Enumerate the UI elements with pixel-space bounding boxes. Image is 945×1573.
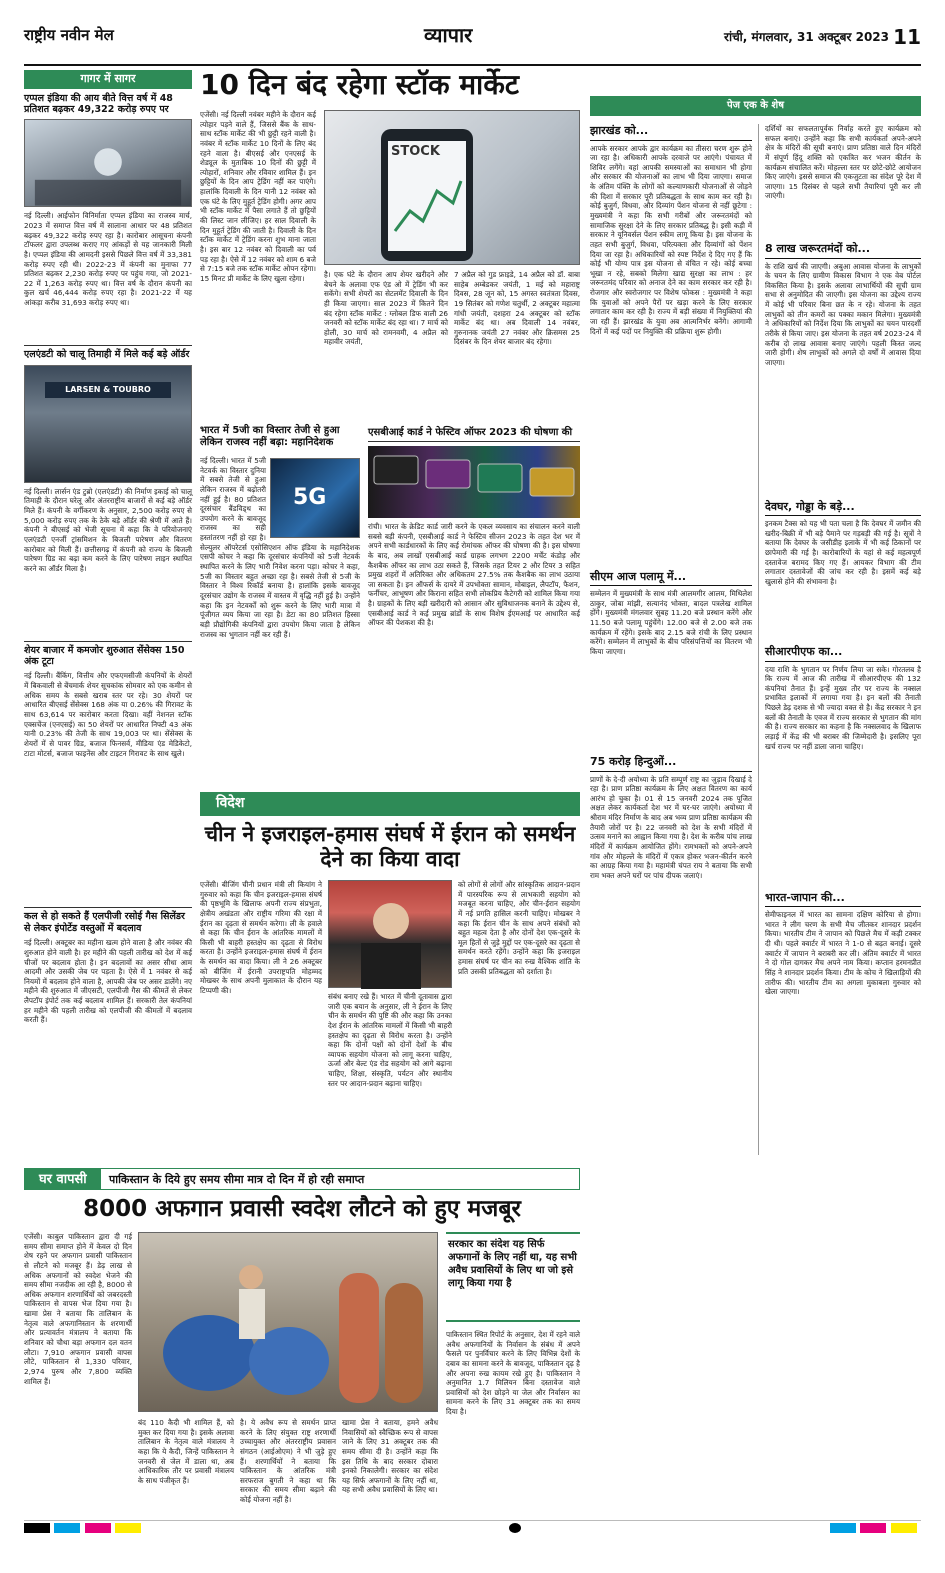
apple-logo-icon (25, 120, 191, 208)
hindu-headline: 75 करोड़ हिन्दुओं... (590, 755, 752, 772)
afghan-body-col4: खामा प्रेस ने बताया, हमने अवैध निवासियों को स्वैच्छिक रूप से वापस जाने के लिए 31 अक्टूबर तक की समय सीमा दी है। उन्होंने कहा कि इस तिथि के बाद सरकार दोबारा इनको निकालेगी। सरकार का संदेश यह सिर्फ अफगानों के लिए नहीं था, यह सभी अवैध प्रवासियों के लिए था। (342, 1418, 438, 1495)
hindu-body: प्राणों के दे-दी अयोध्या के प्रति सम्पूर्ण राष्ट्र का जुड़ाव दिखाई दे रहा है। प्राण प्रतिष्ठा कार्यक्रम के लिए अक्षत वितरण का कार्य आरंभ हो चुका है। 01 से 15 जनवरी 2024 तक पूजित अक्षत लेकर कार्यकर्ता देश भर में घर-घर जाएंगे। अयोध्या में श्रीराम मंदिर निर्माण के बाद अब भव्य प्राण प्रतिष्ठा कार्यक्रम की तैयारी जोरों पर है। 22 जनवरी को देश के सभी मंदिरों में उत्सव मनाने का आह्वान किया गया है। देश के करीब पांच लाख मंदिरों में कार्यक्रम आयोजित होंगे। रामभक्तों को अपने-अपने गांव और मोहल्ले के मंदिरों में एकत्र होकर भजन-कीर्तन करने का आग्रह किया गया है। महामंत्री चंपत राय ने बताया कि सभी राम भक्त अपने घरों पर पांच दीपक जलाएं। (590, 774, 752, 880)
credit-card-icon (368, 446, 580, 518)
registration-gap-2 (526, 1523, 826, 1533)
apple-store-photo (24, 119, 192, 207)
india-japan-body: सेमीफाइनल में भारत का सामना दक्षिण कोरिया से होगा। भारत ने लीग चरण के सभी मैच जीतकर शानदार प्रदर्शन किया। भारतीय टीम ने जापान को पिछले मैच में कड़ी टक्कर दी थी। पहले क्वार्टर में भारत ने 1-0 से बढ़त बनाई। दूसरे क्वार्टर में जापान ने बराबरी कर ली। अंतिम क्वार्टर में भारत ने दो गोल दागकर मैच अपने नाम किया। कप्तान हरमनप्रीत सिंह ने शानदार प्रदर्शन किया। टीम के कोच ने खिलाड़ियों की तारीफ की। भारतीय टीम का अगला मुकाबला गुरुवार को खेला जाएगा। (765, 910, 921, 997)
deoghar-body: इनकम टैक्स को यह भी पता चला है कि देवघर में जमीन की खरीद-बिक्री में भी बड़े पैमाने पर गड़बड़ी की गई है। सूत्रों ने बताया कि देवघर के जसीडीह इलाके में भी कई ठिकानों पर छापेमारी की गई है। कारोबारियों के यहां से कई महत्वपूर्ण दस्तावेज बरामद किए गए हैं। आयकर विभाग की टीम लगातार दस्तावेजों की जांच कर रही है। इसमें कई बड़े खुलासे होने की संभावना है। (765, 519, 921, 586)
lt-signage: LARSEN & TOUBRO (45, 382, 171, 399)
stock-screen-label: STOCK (391, 144, 440, 159)
8lakh-body: के राशि खर्च की जाएगी। अबुआ आवास योजना के लाभुकों के चयन के लिए ग्रामीण विकास विभाग ने एक वेब पोर्टल विकसित किया है। इसके अलावा लाभार्थियों की सूची ग्राम सभा से अनुमोदित की जाएगी। इस योजना का उद्देश्य राज्य में कोई भी परिवार बिना छत के न रहे। योजना के तहत लाभुकों को तीन कमरों का पक्का मकान मिलेगा। मुख्यमंत्री ने अधिकारियों को निर्देश दिया कि लाभुकों का चयन पारदर्शी तरीके से किया जाए। इस योजना के तहत वर्ष 2023-24 में करीब दो लाख आवास बनाए जाएंगे। पहली किस्त जल्द जारी होगी। शेष लाभुकों को अगले दो वर्षों में आवास दिया जाएगा। (765, 261, 921, 367)
palamu-headline: सीएम आज पलामू में... (590, 570, 752, 587)
palamu-body: सम्मेलन में मुख्यमंत्री के साथ मंत्री आलमगीर आलम, मिथिलेश ठाकुर, जोबा मांझी, सत्यानंद भोक्ता, बादल पत्रलेख शामिल होंगे। मुख्यमंत्री मंगलवार सुबह 11.20 बजे प्रस्थान करेंगे और 11.50 बजे पलामू पहुंचेंगे। 12.00 बजे से 2.00 बजे तक कार्यक्रम में रहेंगे। इसके बाद 2.15 बजे रांची के लिए प्रस्थान करेंगे। सम्मेलन में लाभुकों के बीच परिसंपत्तियों का वितरण भी किया जाएगा। (590, 589, 752, 656)
registration-black (24, 1523, 50, 1533)
apple-body: नई दिल्ली। आईफोन विनिर्माता एप्पल इंडिया का राजस्व मार्च, 2023 में समाप्त वित्त वर्ष में सालाना आधार पर 48 प्रतिशत बढ़कर 49,322 करोड़ रुपए रहा है। कारोबार आसूचना कंपनी टॉफलर द्वारा उपलब्ध कराए गए आंकड़ों से यह जानकारी मिली है। एप्पल इंडिया की आमदनी इससे पिछले वित्त वर्ष में 33,381 करोड़ रुपए रही थी। 2022-23 में कंपनी का मुनाफा 77 प्रतिशत बढ़कर 2,230 करोड़ रुपए पर पहुंच गया, जो 2021-22 में 1,263 करोड़ रुपए था। वित्त वर्ष के दौरान कंपनी का कुल खर्च 46,444 करोड़ रुपए रहा है। 2021-22 में यह आंकड़ा करीब 31,693 करोड़ रुपए था। (24, 211, 192, 308)
registration-cyan-2 (830, 1523, 856, 1533)
china-body-col3: को लोगों से लोगों और सांस्कृतिक आदान-प्रदान में पारस्परिक रूप से लाभकारी सहयोग को मजबूत करना चाहिए, और चीन-ईरान सहयोग में नई प्रगति हासिल करनी चाहिए। मोखबर ने कहा कि ईरान चीन के साथ अपने संबंधों को बहुत महत्व देता है और दोनों देश एक-दूसरे के मूल हितों से जुड़े मुद्दों पर एक-दूसरे का दृढ़ता से समर्थन करते रहेंगे। उन्होंने कहा कि इजराइल हमास संघर्ष पर चीन का रुख वैश्विक शांति के प्रति उसकी प्रतिबद्धता को दर्शाता है। (458, 880, 580, 976)
registration-magenta-2 (860, 1523, 886, 1533)
center-column (200, 70, 580, 101)
registration-gap (145, 1523, 505, 1533)
li-qiang-photo (328, 880, 452, 988)
newspaper-logo: राष्ट्रीय नवीन मेल (24, 26, 114, 44)
stock-body-col1: एजेंसी। नई दिल्ली नवंबर महीने के दौरान कई त्योहार पड़ने वाले हैं, जिससे बैंक के साथ-साथ स्टॉक मार्केट की भी छुट्टी रहने वाली है। नवंबर में स्टॉक मार्केट 10 दिनों के लिए बंद रहने वाला है। बीएसई और एनएसई के शेड्यूल के मुताबिक 10 दिनों की छुट्टी में त्योहारों, शनिवार और रविवार शामिल हैं। इन छुट्टियों के दिन आप ट्रेडिंग नहीं कर पाएंगे। हालांकि दिवाली के दिन यानी 12 नवंबर को एक घंटे के लिए मुहूर्त ट्रेडिंग होगी। अगर आप भी स्टॉक मार्केट में पैसा लगाते हैं तो छुट्टियों की लिस्ट जान लीजिए। हर साल दिवाली के दिन मुहूर्त ट्रेडिंग की जाती है। दिवाली के दिन स्टॉक मार्केट में ट्रेडिंग करना शुभ माना जाता है। इस बार 12 नवंबर को दिवाली का पर्व पड़ रहा है। ऐसे में 12 नवंबर को शाम 6 बजे से 7:15 बजे तक स्टॉक मार्केट ओपन रहेगा। 15 मिनट प्री मार्केट के लिए खुला रहेगा। (200, 110, 316, 283)
registration-magenta (85, 1523, 111, 1533)
pullquote-text: सरकार का संदेश यह सिर्फ अफगानों के लिए नहीं था, यह सभी अवैध प्रवासियों के लिए था जो इसे लागू किया गया है (448, 1239, 577, 1289)
stock-body-col3: 7 अप्रैल को गुड फ्राइडे, 14 अप्रैल को डॉ. बाबा साहेब अम्बेडकर जयंती, 1 मई को महाराष्ट्र दिवस, 28 जून को, 15 अगस्त स्वतंत्रता दिवस, 19 सितंबर को गणेश चतुर्थी, 2 अक्टूबर महात्मा गांधी जयंती, दशहरा 24 अक्टूबर को स्टॉक मार्केट बंद था। अब दिवाली 14 नवंबर, गुरुनानक जयंती 27 नवंबर और क्रिसमस 25 दिसंबर के दिन शेयर बाजार बंद रहेगा। (454, 270, 580, 347)
migrants-bags-icon (139, 1233, 439, 1413)
person-portrait-icon (329, 881, 453, 989)
china-headline: चीन ने इजराइल-हमास संघर्ष में ईरान को समर्थन देने का किया वादा (204, 822, 576, 872)
pullquote-box (446, 1232, 580, 1322)
sbi-body: रांची। भारत के क्रेडिट कार्ड जारी करने के एकल व्यवसाय का संचालन करने वाली सबसे बड़ी कंपनी, एसबीआई कार्ड ने फेस्टिव सीजन 2023 के तहत देश भर में अपने सभी कार्डधारकों के लिए कई रोमांचक ऑफर की घोषणा की है। इस घोषणा के बाद, अब लाखों एसबीआई कार्ड ग्राहक लगभग 2200 मर्चेंट कंडोड़ और कैशबैक ऑफर का लाभ उठा सकते हैं, जिसके तहत टियर 2 और टियर 3 सहित प्रमुख शहरों में अतिरिक्त और अधिकतम 27.5% तक कैशबैक का लाभ उठाया जा सकता है। इन ऑफर्स के दायरे में उपभोक्ता सामान, मोबाइल, लैपटॉप, फैशन, फर्नीचर, आभूषण और किराना सहित सभी लोकप्रिय कैटेगरी को शामिल किया गया है। ग्राहकों के लिए बड़ी खरीदारी को आसान और सुविधाजनक बनाने के उद्देश्य से, एसबीआई कार्ड ने कई प्रमुख ब्रांडों के साथ विशेष ईएमआई पर आधारित कई ऑफर की पेशकश की है। (368, 522, 580, 628)
afghan-body-col1: एजेंसी। काबुल पाकिस्तान द्वारा दी गई समय सीमा समाप्त होने में केवल दो दिन शेष रहने पर अफगान प्रवासी पाकिस्तान से लौटने को मजबूर हैं। डेढ़ लाख से अधिक अफगानों को स्वदेश भेजने की समय सीमा नजदीक आ रही है, 8000 से अधिक अफगान शरणार्थियों को जबरदस्ती पाकिस्तान से वापस भेज दिया गया है। खामा प्रेस ने बताया कि तालिबान के नेतृत्व वाले अफगानिस्तान के शरणार्थी और प्रत्यावर्तन मंत्रालय ने बताया कि शनिवार को चौथा बड़ा अफगान दल वतन लौटा। 7,910 अफगान प्रवासी वापस लौटे, पाकिस्तान से 1,330 परिवार, 2,974 पुरुष और 7,800 व्यक्ति शामिल हैं। (24, 1232, 132, 1386)
masthead (24, 20, 921, 66)
videsh-label: विदेश (216, 795, 245, 811)
jharkhand-body: आपके सरकार आपके द्वार कार्यक्रम का तीसरा चरण शुरू होने जा रहा है। अधिकारी आपके दरवाजे पर आएंगे। पंचायत में शिविर लगेंगे। वहां आपकी समस्याओं का समाधान भी होगा और सरकार की योजनाओं का लाभ भी दिया जाएगा। समाज के अंतिम पंक्ति के लोगों को कल्याणकारी योजनाओं से जोड़ने की दिशा में सरकार पूरी प्रतिबद्धता के साथ काम कर रही है। कोई बुजुर्ग, विधवा, और दिव्यांग पेंशन योजना से नहीं छूटेगा : मुख्यमंत्री ने कहा कि सभी गरीबों और जरूरतमंदों को सामाजिक सुरक्षा देने के लिए सरकार प्रतिबद्ध है। इसी कड़ी में सरकार ने यूनिवर्सल पेंशन स्कीम लागू किया है। इस योजना के तहत सभी बुजुर्ग, विधवा, परित्यक्ता और दिव्यांगों को पेंशन दिया जा रहा है। अधिकारियों को स्पष्ट निर्देश दे दिए गए हैं कि कोई भी योग्य पात्र इस योजना से वंचित न रहे। कोई बच्चा भूखा न रहे, सबको मिलेगा खाद्य सुरक्षा का लाभ : हर जरूरतमंद परिवार को अनाज देने का काम सरकार कर रही है। रोजगार और स्वरोजगार पर विशेष फोकस : मुख्यमंत्री ने कहा कि युवाओं को अपने पैरों पर खड़ा करने के लिए सरकार लगातार काम कर रही है। राज्य में बड़ी संख्या में नियुक्तियां की जा रही हैं। झारखंड के युवा अब आत्मनिर्भर बनेंगे। आगामी दिनों में कई पदों पर नियुक्ति की प्रक्रिया शुरू होगी। (590, 143, 752, 336)
right-col-a (590, 124, 752, 1037)
lt-headline: एलएंडटी को चालू तिमाही में मिले कई बड़े ऑर्डर (24, 345, 192, 360)
5g-photo-space (266, 456, 360, 542)
deoghar-headline: देवघर, गोड्डा के बड़े... (765, 500, 921, 517)
smartphone-icon (325, 111, 581, 266)
continuation-body: दर्शियों का सफलतापूर्वक निर्वाह करते हुए कार्यक्रम को सफल बनाएं। उन्होंने कहा कि सभी कार्यकर्ता अपने-अपने क्षेत्र के मंदिरों की सूची बनाएं। प्राण प्रतिष्ठा वाले दिन मंदिरों में संपूर्ण हिंदू शक्ति को एकत्रित कर भजन कीर्तन के कार्यक्रम संचालित करें। मोहल्ला स्तर पर छोटे-छोटे आयोजन किए जाएंगे। इससे समाज की एकजुटता का संदेश पूरे देश में जाएगा। 15 दिसंबर से पहले सभी तैयारियां पूरी कर ली जाएंगी। (765, 124, 921, 201)
lead-headline: 10 दिन बंद रहेगा स्टॉक मार्केट (200, 68, 519, 101)
crpf-body: दया राशि के भुगतान पर निर्णय लिया जा सके। गोरतलब है कि राज्य में आज की तारीख में सीआरपीएफ की 132 कंपनियां तैनात हैं। इन्हें मुख्य तौर पर राज्य के नक्सल प्रभावित इलाकों में लगाया गया है। इन बलों की तैनाती पिछले डेढ़ दशक से भी ज्यादा वक्त से है। केंद्र सरकार ने इन बलों की तैनाती के एवज में राज्य सरकार से भुगतान की मांग की है। राज्य सरकार का कहना है कि नक्सलवाद के खिलाफ लड़ाई में केंद्र की भी बराबर की जिम्मेदारी है। इसलिए पूरा खर्च राज्य पर नहीं डाला जाना चाहिए। (765, 664, 921, 751)
registration-dot (509, 1523, 521, 1533)
registration-yellow (115, 1523, 141, 1533)
afghan-body-col5: पाकिस्तान स्थित रिपोर्ट के अनुसार, देश में रहने वाले अवैध अफगानियों के निर्वासन के संबंध में अपने फैसले पर पुनर्विचार करने के लिए विभिन्न देशों के दबाव का सामना करने के बावजूद, पाकिस्तान दृढ़ है और अपना रुख कायम रखे हुए है। पाकिस्तान ने अनुमानित 1.7 मिलियन बिना दस्तावेज वाले प्रवासियों को देश छोड़ने या जेल और निर्वासन का सामना करने के लिए 31 अक्टूबर तक का समय दिया है। (446, 1330, 580, 1417)
page-number: 11 (893, 25, 921, 49)
apple-headline: एप्पल इंडिया की आय बीते वित्त वर्ष में 48 प्रतिशत बढ़कर 49,322 करोड़ रुपए पर (24, 92, 173, 115)
ghar-vapsi-label: घर वापसी (25, 1169, 101, 1189)
registration-cyan (54, 1523, 80, 1533)
right-label-bar (590, 96, 921, 116)
china-body-col2: संबंध बनाए रखे हैं। भारत में चीनी दूतावास द्वारा जारी एक बयान के अनुसार, ली ने ईरान के लिए चीन के समर्थन की पुष्टि की और कहा कि उनका देश ईरान के आंतरिक मामलों में किसी भी बाहरी हस्तक्षेप का दृढ़ता से विरोध करता है। उन्होंने कहा कि दोनों पक्षों को दोनों देशों के बीच व्यापक सहयोग योजना को लागू करना चाहिए, ऊर्जा और बेल्ट एंड रोड सहयोग को आगे बढ़ाना चाहिए, शिक्षा, संस्कृति, पर्यटन और स्थानीय स्तर पर आदान-प्रदान बढ़ाना चाहिए। (328, 992, 452, 1088)
kicker-text: पाकिस्तान के दिये हुए समय सीमा मात्र दो दिन में हो रही समाप्त (108, 1173, 365, 1186)
5g-headline: भारत में 5जी का विस्तार तेजी से हुआ लेकिन राजस्व नहीं बढ़ा: महानिदेशक (200, 425, 340, 448)
market-headline: शेयर बाजार में कमजोर शुरुआत सेंसेक्स 150 अंक टूटा (24, 641, 192, 668)
afghan-migrants-photo (138, 1232, 438, 1412)
lt-building-photo (24, 365, 192, 483)
5g-body-text: नई दिल्ली। भारत में 5जी नेटवर्क का विस्तार दुनिया में सबसे तेजी से हुआ लेकिन राजस्व में बढ़ोतरी नहीं हुई है। 80 प्रतिशत दूरसंचार बैंडविड्थ का उपयोग करने के बावजूद राजस्व का सही हस्तांतरण नहीं हो रहा है। सेल्युलर ऑपरेटर्स एसोसिएशन ऑफ इंडिया के महानिदेशक एसपी कोचर ने कहा कि दूरसंचार कंपनियों को 5जी नेटवर्क स्थापित करने के लिए भारी निवेश करना पड़ा। कोचर ने कहा, 5जी का विस्तार बहुत अच्छा रहा है। सबसे तेजी से 5जी के विस्तार ने विश्व रिकॉर्ड बनाया है। हालांकि इसके बावजूद दूरसंचार उद्योग के राजस्व में वास्तव में वृद्धि नहीं हुई है। उन्होंने कहा कि इन नेटवर्कों को शुरू करने के लिए भारी मात्रा में पूंजीगत व्यय किया जा रहा है। डेटा का 80 प्रतिशत हिस्सा बड़ी प्रौद्योगिकी कंपनियों द्वारा उपयोग किया जाता है लेकिन राजस्व का भुगतान नहीं कर रही हैं। (200, 456, 360, 639)
right-section-label: पेज एक के शेष (726, 100, 784, 111)
stock-body-col2: है। एक घंटे के दौरान आप शेयर खरीदने और बेचने के अलावा एफ एंड ओ में ट्रेडिंग भी कर सकेंगे। सभी शेयरों का सेटलमेंट दिवाली के दिन ही किया जाएगा। साल 2023 में कितने दिन बंद रहेगा स्टॉक मार्केट : ग्लोबल डिफ वाली 26 जनवरी को स्टॉक मार्केट बंद रहा था। 7 मार्च को होली, 30 मार्च को रामनवमी, 4 अप्रैल को महावीर जयंती, (324, 270, 448, 347)
5g-body (200, 456, 360, 782)
section-label: गागर में सागर (24, 70, 192, 89)
jharkhand-headline: झारखंड को... (590, 124, 752, 141)
issue-date: रांची, मंगलवार, 31 अक्टूबर 2023 (724, 30, 889, 44)
afghan-body-col2: बंद 110 कैदी भी शामिल हैं, को मुक्त कर दिया गया है। इसके अलावा तालिबान के नेतृत्व वाले मंत्रालय ने कहा कि ये कैदी, जिन्हें पाकिस्तान ने जनवरी से जेल में डाला था, अब आधिकारिक तौर पर प्रवासी मंत्रालय के साथ पंजीकृत हैं। (138, 1418, 234, 1485)
ghar-vapsi-bar (24, 1168, 580, 1190)
lt-body: नई दिल्ली। लार्सन एंड टुब्रो (एलएंडटी) की निर्माण इकाई को चालू तिमाही के दौरान घरेलू और अंतरराष्ट्रीय बाजारों से कई बड़े ऑर्डर मिले हैं। कंपनी के वर्गीकरण के अनुसार, 2,500 करोड़ रुपए से 5,000 करोड़ रुपए तक के ठेके बड़े ऑर्डर की श्रेणी में आते हैं। कंपनी ने बीएसई को भेजी सूचना में कहा कि वे परियोजनाएं एलएंडटी एनर्जी ट्रांसमिशन के बिजली पारेषण और वितरण कारोबार को मिली हैं। छत्तीसगढ़ में कंपनी को राज्य के बिजली पारेषण ग्रिड का बढ़ा कम करने के लिए पारेषण लाइन स्थापित करने का ऑर्डर मिला है। (24, 486, 192, 573)
stock-phone-photo (324, 110, 580, 265)
right-col-b (758, 124, 921, 1155)
print-registration-bar (24, 1520, 921, 1534)
crpf-headline: सीआरपीएफ का... (765, 645, 921, 662)
8lakh-headline: 8 लाख जरूरतमंदों को... (765, 242, 921, 259)
sbi-headline: एसबीआई कार्ड ने फेस्टिव ऑफर 2023 की घोषणा की (368, 427, 580, 442)
afghan-headline: 8000 अफगान प्रवासी स्वदेश लौटने को हुए मजबूर (83, 1196, 521, 1222)
videsh-bar (200, 792, 580, 816)
sbi-cards-photo (368, 446, 580, 518)
market-body: नई दिल्ली। बैंकिंग, वित्तीय और एफएमसीजी कंपनियों के शेयरों में बिकवाली से बेंचमार्क शेयर सूचकांक सोमवार को एक कमीन से अधिक समय के सबसे खराब स्तर पर रहे। 30 शेयरों पर आधारित बीएसई सेंसेक्स 168 अंक या 0.26% की गिरावट के साथ 63,614 पर कारोबार करता दिखा। वहीं नेशनल स्टॉक एक्सचेंज (एनएसई) का 50 शेयरों पर आधारित निफ्टी 43 अंक यानी 0.23% की तेजी के साथ 19,003 पर था। सेंसेक्स के शेयरों में से पावर ग्रिड, बजाज फिनसर्व, मीडिया एंड मेडिकेटो, टाटा मोटर्स, बजाज फाइनेंस और टाइटन गिरावट के साथ खुले। (24, 671, 192, 758)
lpg-headline: कल से हो सकते हैं एलपीजी रसोई गैस सिलेंडर से लेकर इंपोर्टेड वस्तुओं में बदलाव (24, 907, 192, 934)
5g-label: 5G (293, 485, 327, 510)
china-body-col1: एजेंसी। बीजिंग चीनी प्रधान मंत्री ली कियांग ने गुरुवार को कहा कि चीन इजराइल-हमास संघर्ष की पृष्ठभूमि के खिलाफ अपनी राज्य संप्रभुता, क्षेत्रीय अखंडता और राष्ट्रीय गरिमा की रक्षा में ईरान का दृढ़ता से समर्थन करेगा। ली के हवाले से कहा कि चीन ईरान के आंतरिक मामलों में किसी भी बाहरी हस्तक्षेप का दृढ़ता से विरोध करता है। उन्होंने इजराइल-हमास संघर्ष में ईरान के समर्थन का वादा किया। ली ने 26 अक्टूबर को बीजिंग में ईरानी उपराष्ट्रपति मोहम्मद मोखबर के साथ अपनी मुलाकात के दौरान यह टिप्पणी की। (200, 880, 322, 996)
section-title: व्यापार (424, 23, 473, 47)
india-japan-headline: भारत-जापान की... (765, 891, 921, 908)
registration-yellow-2 (891, 1523, 917, 1533)
lpg-body: नई दिल्ली। अक्टूबर का महीना खत्म होने वाला है और नवंबर की शुरुआत होने वाली है। हर महीने की पहली तारीख को देश में कई चीजों पर बदलाव होता है। इन बदलावों का असर सीधा आम आदमी और उसकी जेब पर पड़ता है। ऐसे में 1 नवंबर से कई नियमों में बदलाव होने वाला है, आपकी जेब पर असर डालेंगे। नए महीने की शुरुआत में जीएसटी, एलपीजी गैस की कीमतें से लेकर लैपटॉप इंपोर्ट तक कई बदलाव शामिल हैं। सरकारी तेल कंपनियां हर महीने की पहली तारीख को एलपीजी की कीमतों में बदलाव करती हैं। (24, 938, 192, 1025)
afghan-body-col3: है। ये अवैध रूप से समर्थन प्राप्त करने के लिए संयुक्त राष्ट्र शरणार्थी उच्चायुक्त और अंतरराष्ट्रीय प्रवासन संगठन (आईओएम) ने भी जुड़े हुए हैं। शरणार्थियों ने बताया कि पाकिस्तान के आंतरिक मंत्री सरफराज बुगती ने कहा था कि सरकार की समय सीमा बढ़ाने की कोई योजना नहीं है। (240, 1418, 336, 1505)
